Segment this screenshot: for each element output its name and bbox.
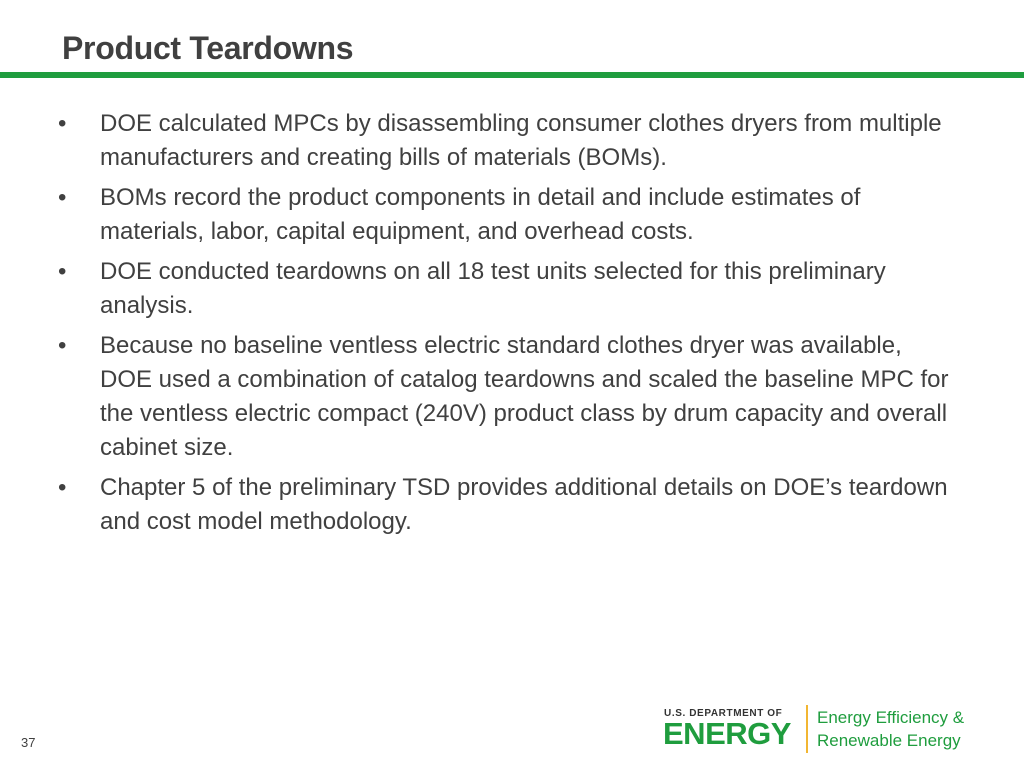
- page-number: 37: [21, 735, 36, 750]
- bullet-text: Because no baseline ventless electric standard clothes dryer was available, DOE used a combination of catalog teardowns and scaled the baseline MPC for the ventless electric compact (240V) product class by drum capacity and overall cabinet size.: [100, 332, 949, 461]
- bullet-dot: •: [58, 474, 67, 501]
- bullet-dot: •: [58, 258, 67, 285]
- logo-office-line1: Energy Efficiency &: [817, 708, 965, 727]
- bullet-text: DOE calculated MPCs by disassembling consumer clothes dryers from multiple manufacturers and creating bills of materials (BOMs).: [100, 110, 942, 171]
- doe-eere-logo: [664, 705, 984, 755]
- bullet-dot: •: [58, 110, 67, 137]
- bullet-text: DOE conducted teardowns on all 18 test units selected for this preliminary analysis.: [100, 258, 886, 319]
- bullet-item: [58, 107, 958, 175]
- bullet-list: [58, 107, 958, 545]
- bullet-text: Chapter 5 of the preliminary TSD provides additional details on DOE’s teardown and cost model methodology.: [100, 474, 948, 535]
- logo-office-line2: Renewable Energy: [817, 731, 961, 750]
- title-rule: [0, 72, 1024, 78]
- bullet-item: [58, 255, 958, 323]
- bullet-item: [58, 329, 958, 465]
- bullet-item: [58, 471, 958, 539]
- bullet-dot: •: [58, 184, 67, 211]
- logo-dept-text: U.S. DEPARTMENT OF: [664, 708, 783, 719]
- logo-energy-wordmark: ENERGY: [663, 716, 791, 751]
- bullet-item: [58, 181, 958, 249]
- bullet-text: BOMs record the product components in detail and include estimates of materials, labor, capital equipment, and overhead costs.: [100, 184, 861, 245]
- logo-divider: [806, 705, 808, 753]
- slide-title: Product Teardowns: [62, 30, 354, 66]
- bullet-dot: •: [58, 332, 67, 359]
